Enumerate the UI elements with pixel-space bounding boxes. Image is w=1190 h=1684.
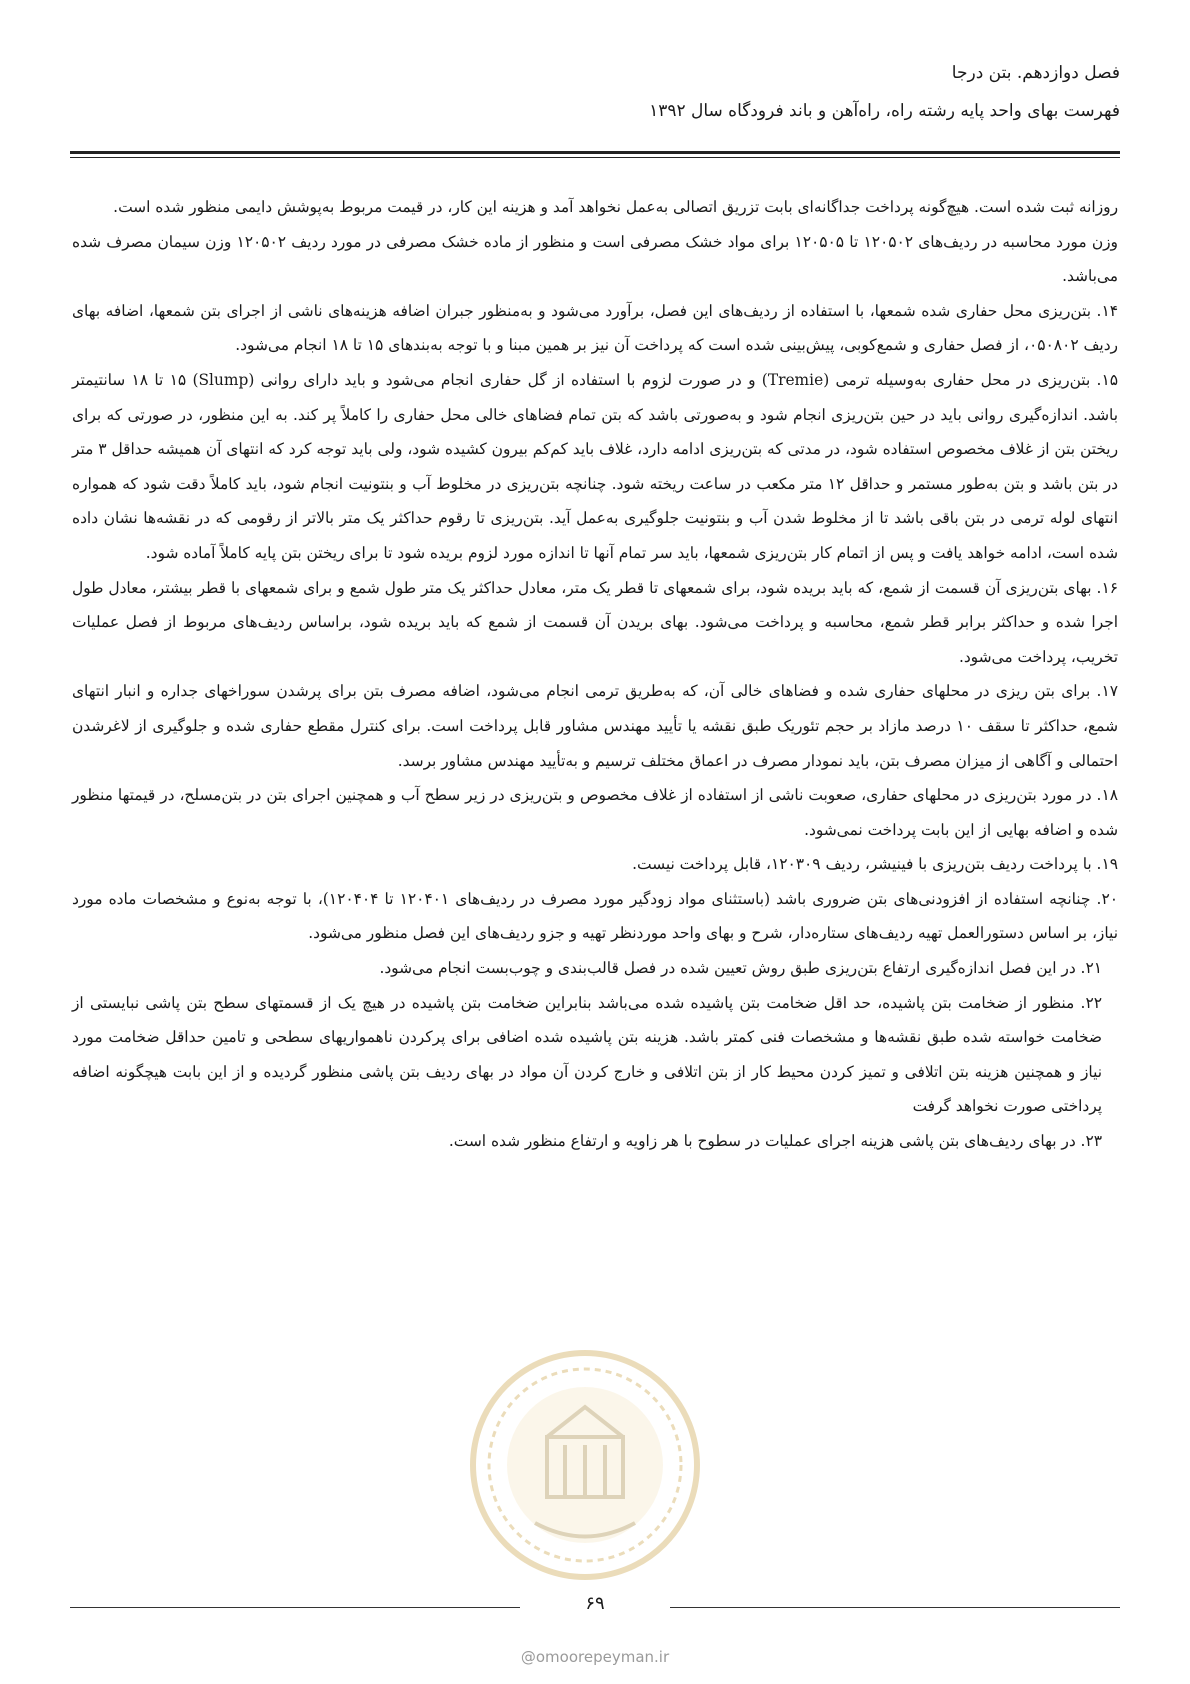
page-number: ۶۹ xyxy=(585,1593,605,1614)
watermark-seal-icon xyxy=(465,1345,705,1585)
paragraph: روزانه ثبت شده است. هیچ‌گونه پرداخت جداگانه‌ای بابت تزریق اتصالی به‌عمل نخواهد آمد و هزینه این کار، در قیمت مربوط به‌پوشش دایمی منظور شده است. xyxy=(113,198,1118,216)
chapter-title: فصل دوازدهم. بتن درجا xyxy=(951,63,1120,83)
paragraph-item-21: ۲۱. در این فصل اندازه‌گیری ارتفاع بتن‌ریزی طبق روش تعیین شده در فصل قالب‌بندی و چوب‌بست انجام می‌شود. xyxy=(379,959,1102,978)
paragraph-item-19: ۱۹. با پرداخت ردیف بتن‌ریزی با فینیشر، ردیف ۱۲۰۳۰۹، قابل پرداخت نیست. xyxy=(632,855,1118,874)
site-watermark: @omoorepeyman.ir xyxy=(520,1648,670,1666)
header-rule-thick xyxy=(70,151,1120,154)
paragraph-item-18: ۱۸. در مورد بتن‌ریزی در محلهای حفاری، صعوبت ناشی از استفاده از غلاف مخصوص و بتن‌ریزی در زیر سطح آب و همچنین اجرای بتن در بتن‌مسلح، در قیمتها منظور شده و اضافه بهایی از این بابت پرداخت نمی‌شود. xyxy=(72,786,1118,839)
paragraph-item-17: ۱۷. برای بتن ریزی در محلهای حفاری شده و فضاهای خالی آن، که به‌طریق ترمی انجام می‌شود، اضافه مصرف بتن برای پرشدن سوراخهای جداره و انبار انتهای شمع، حداکثر تا سقف ۱۰ درصد مازاد بر حجم تئوریک طبق نقشه یا تأیید مهندس مشاور قابل پرداخت است. برای کنترل مقطع حفاری شده و جلوگیری از لاغرشدن احتمالی و آگاهی از میزان مصرف بتن، باید نمودار مصرف در اعماق مختلف ترسیم و به‌تأیید مهندس مشاور برسد. xyxy=(72,682,1118,770)
paragraph-item-15: ۱۵. بتن‌ریزی در محل حفاری به‌وسیله ترمی (Tremie) و در صورت لزوم با استفاده از گل حفاری انجام می‌شود و باید دارای روانی (Slump) ۱۵ تا ۱۸ سانتیمتر باشد. اندازه‌گیری روانی باید در حین بتن‌ریزی انجام شود و به‌صورتی باشد که بتن تمام فضاهای خالی محل حفاری را کاملاً پر کند. به این منظور، در صورتی که برای ریختن بتن از غلاف مخصوص استفاده شود، در مدتی که بتن‌ریزی ادامه دارد، غلاف باید کم‌کم بیرون کشیده شود، ولی باید توجه کرد که انتهای آن همیشه حداقل ۳ متر در بتن باشد و بتن به‌طور مستمر و حداقل ۱۲ متر مکعب در ساعت ریخته شود. چنانچه بتن‌ریزی در مخلوط آب و بنتونیت انجام شود، باید کاملاً دقت شود که همواره انتهای لوله ترمی در بتن باقی باشد تا از مخلوط شدن آب و بنتونیت جلوگیری به‌عمل آید. بتن‌ریزی تا رقوم حداکثر یک متر بالاتر از رقومی که در نقشه‌ها نشان داده شده است، ادامه خواهد یافت و پس از اتمام کار بتن‌ریزی شمعها، باید سر تمام آنها تا اندازه مورد لزوم بریده شود تا برای ریختن بتن پایه کاملاً آماده شود. xyxy=(72,370,1118,562)
body-text xyxy=(72,190,1118,1159)
paragraph-item-23: ۲۳. در بهای ردیف‌های بتن پاشی هزینه اجرای عملیات در سطوح با هر زاویه و ارتفاع منظور شده است. xyxy=(448,1132,1102,1151)
paragraph-item-16: ۱۶. بهای بتن‌ریزی آن قسمت از شمع، که باید بریده شود، برای شمعهای تا قطر یک متر، معادل حداکثر یک متر طول شمع و برای شمعهای با قطر بیشتر، معادل طول اجرا شده و حداکثر برابر قطر شمع، محاسبه و پرداخت می‌شود. بهای بریدن آن قسمت از شمع که باید بریده شود، براساس ردیف‌های مربوط از فصل عملیات تخریب، پرداخت می‌شود. xyxy=(72,578,1118,666)
paragraph-item-14: ۱۴. بتن‌ریزی محل حفاری شده شمعها، با استفاده از ردیف‌های این فصل، برآورد می‌شود و به‌منظور جبران اضافه هزینه‌های ناشی از اجرای بتن شمعها، اضافه بهای ردیف ۰۵۰۸۰۲، از فصل حفاری و شمع‌کوبی، پیش‌بینی شده است که پرداخت آن نیز بر همین مبنا و با توجه به‌بندهای ۱۵ تا ۱۸ انجام می‌شود. xyxy=(72,301,1118,355)
paragraph: وزن مورد محاسبه در ردیف‌های ۱۲۰۵۰۲ تا ۱۲۰۵۰۵ برای مواد خشک مصرفی است و منظور از ماده خشک مصرفی در مورد ردیف ۱۲۰۵۰۲ وزن سیمان مصرف شده می‌باشد. xyxy=(72,232,1118,286)
paragraph-item-22: ۲۲. منظور از ضخامت بتن پاشیده، حد اقل ضخامت بتن پاشیده شده می‌باشد بنابراین ضخامت بتن پاشیده در هیچ یک از قسمتهای سطح بتن پاشی نبایستی از ضخامت خواسته شده طبق نقشه‌ها و مشخصات فنی کمتر باشد. هزینه بتن پاشیده شده اضافی برای پرکردن ناهمواریهای سطحی و تامین حداقل ضخامت مورد نیاز و همچنین هزینه بتن اتلافی و تمیز کردن محیط کار از بتن اتلافی و خارج کردن آن مواد در بهای ردیف بتن پاشی منظور گردیده و از این بابت هیچگونه اضافه پرداختی صورت نخواهد گرفت xyxy=(72,993,1103,1116)
paragraph-item-20: ۲۰. چنانچه استفاده از افزودنی‌های بتن ضروری باشد (باستثنای مواد زودگیر مورد مصرف در ردیف‌های ۱۲۰۴۰۱ تا ۱۲۰۴۰۴)، با توجه به‌نوع و مشخصات ماده مورد نیاز، بر اساس دستورالعمل تهیه ردیف‌های ستاره‌دار، شرح و بهای واحد موردنظر تهیه و جزو ردیف‌های این فصل منظور می‌شود. xyxy=(72,889,1118,943)
page-header xyxy=(70,58,1120,126)
header-rule-thin xyxy=(70,157,1120,158)
document-subtitle: فهرست بهای واحد پایه رشته راه، راه‌آهن و باند فرودگاه سال ۱۳۹۲ xyxy=(649,101,1120,121)
